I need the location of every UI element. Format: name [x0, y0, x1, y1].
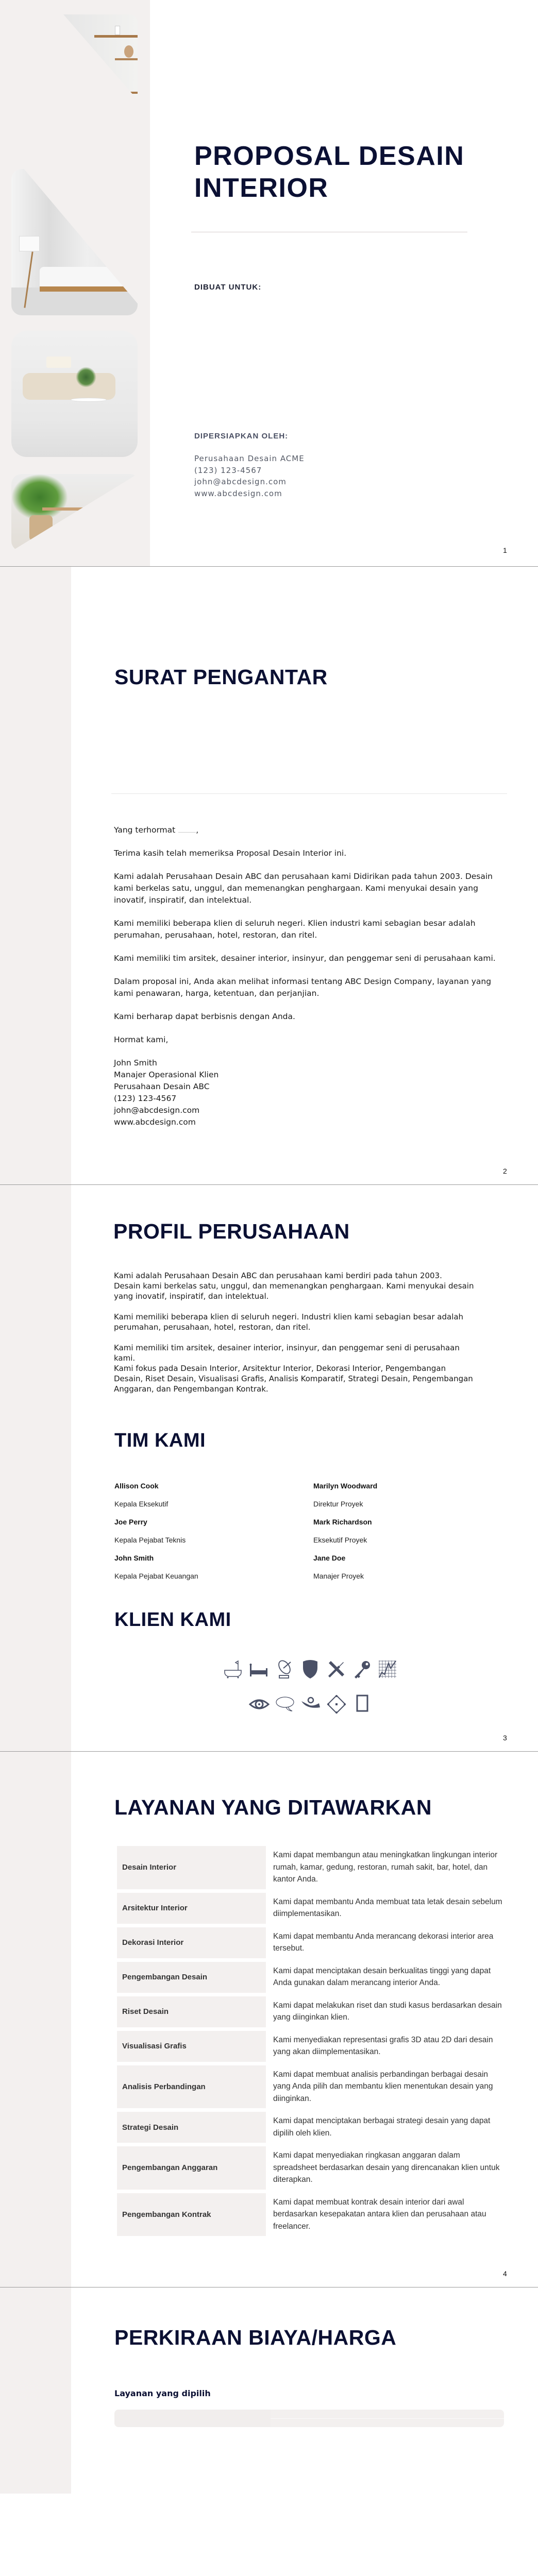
signature-line: Manajer Operasional Klien	[114, 1070, 219, 1079]
signature-line: john@abcdesign.com	[114, 1106, 200, 1115]
ornament-icon	[326, 1694, 347, 1715]
bed-icon	[248, 1659, 269, 1680]
team-member-name: Joe Perry	[114, 1518, 147, 1526]
cover-letter-page	[0, 567, 538, 1185]
profile-paragraph	[114, 1343, 475, 1394]
horn-icon	[300, 1694, 321, 1715]
key-icon	[351, 1659, 372, 1680]
profile-line: Kami adalah Perusahaan Desain ABC dan perusahaan kami berdiri pada tahun 2003.	[114, 1271, 442, 1280]
team-member-name: Marilyn Woodward	[313, 1482, 378, 1490]
recipient-blank	[178, 832, 196, 833]
profile-line: Kami memiliki tim arsitek, desainer interior, insinyur, dan penggemar seni di perusahaan kami.	[114, 1343, 460, 1363]
page-number: 3	[503, 1734, 507, 1742]
team-member-role: Direktur Proyek	[313, 1500, 363, 1508]
signature-line: John Smith	[114, 1058, 157, 1067]
page-title: PROFIL PERUSAHAAN	[113, 1219, 350, 1243]
profile-line: Desain kami berkelas satu, unggul, dan memenangkan penghargaan. Kami menyukai desain yang inovatif, inspiratif, dan intelektual.	[114, 1281, 474, 1301]
team-member-name: Jane Doe	[313, 1554, 346, 1562]
living-room-photo	[11, 331, 138, 457]
service-name: Pengembangan Kontrak	[117, 2193, 266, 2236]
service-description: Kami dapat menyediakan ringkasan anggaran dalam spreadsheet berdasarkan desain yang direncanakan klien untuk diterapkan.	[273, 2151, 500, 2184]
signature-line: (123) 123-4567	[114, 1094, 177, 1103]
cover-contact	[194, 453, 305, 499]
clients-heading: KLIEN KAMI	[114, 1609, 231, 1631]
side-band	[0, 567, 71, 1184]
table-row	[117, 2065, 505, 2109]
service-name: Desain Interior	[117, 1846, 266, 1889]
contact-email: john@abcdesign.com	[194, 477, 287, 486]
table-row	[117, 1893, 505, 1924]
table-row	[117, 2112, 505, 2143]
table-row	[117, 1996, 505, 2027]
team-list	[114, 1481, 403, 1589]
letter-paragraph: Terima kasih telah memeriksa Proposal Desain Interior ini.	[114, 849, 347, 858]
company-profile-page	[0, 1185, 538, 1752]
satellite-dish-icon	[274, 1659, 295, 1680]
profile-body	[114, 1270, 475, 1404]
side-band	[0, 1185, 71, 1751]
service-description: Kami dapat membantu Anda membuat tata letak desain sebelum diimplementasikan.	[273, 1897, 502, 1918]
salutation-text: Yang terhormat	[114, 825, 176, 835]
side-band	[0, 2287, 71, 2494]
table-row	[117, 1846, 505, 1889]
service-name: Dekorasi Interior	[117, 1927, 266, 1958]
service-name: Strategi Desain	[117, 2112, 266, 2143]
letter-paragraph: Kami adalah Perusahaan Desain ABC dan perusahaan kami Didirikan pada tahun 2003. Desain kami berkelas satu, unggul, dan memenangkan penghargaan. Kami menyukai desain yang inovatif, inspiratif, dan intelektual.	[114, 872, 493, 905]
page-title: SURAT PENGANTAR	[114, 665, 328, 689]
service-description: Kami menyediakan representasi grafis 3D atau 2D dari desain yang akan diimplementasikan.	[273, 2035, 493, 2056]
service-name: Pengembangan Anggaran	[117, 2146, 266, 2190]
table-row	[117, 2146, 505, 2190]
signature-line: Perusahaan Desain ABC	[114, 1082, 210, 1091]
speech-bubble-icon	[275, 1694, 295, 1715]
service-description: Kami dapat menciptakan berbagai strategi desain yang dapat dipilih oleh klien.	[273, 2116, 491, 2138]
team-member-name: Allison Cook	[114, 1482, 159, 1490]
service-name: Pengembangan Desain	[117, 1962, 266, 1993]
tools-icon	[326, 1659, 346, 1680]
contact-company: Perusahaan Desain ACME	[194, 454, 305, 463]
services-page	[0, 1752, 538, 2287]
divider	[111, 793, 507, 794]
contact-website: www.abcdesign.com	[194, 488, 282, 498]
table-row	[117, 1962, 505, 1993]
page-title: LAYANAN YANG DITAWARKAN	[114, 1795, 432, 1819]
team-member-role: Kepala Pejabat Teknis	[114, 1536, 186, 1544]
service-name: Riset Desain	[117, 1996, 266, 2027]
service-description: Kami dapat membuat kontrak desain interior dari awal berdasarkan kesepakatan antara klien dan perusahaan atau freelancer.	[273, 2197, 486, 2231]
service-name: Analisis Perbandingan	[117, 2065, 266, 2109]
team-member-role: Manajer Proyek	[313, 1572, 364, 1580]
chart-icon	[377, 1659, 398, 1680]
prepared-by-label: DIPERSIAPKAN OLEH:	[194, 432, 289, 440]
prepared-for-label: DIBUAT UNTUK:	[194, 283, 262, 292]
page-number: 2	[503, 1167, 507, 1175]
contact-phone: (123) 123-4567	[194, 465, 262, 475]
services-table	[117, 1846, 505, 2240]
service-description: Kami dapat membuat analisis perbandingan berbagai desain yang Anda pilih dan membantu klien menentukan desain yang diinginkan.	[273, 2070, 493, 2103]
letter-paragraph: Hormat kami,	[114, 1035, 169, 1044]
letter-body	[114, 824, 498, 1128]
side-band	[0, 1752, 71, 2287]
letter-paragraph: Kami memiliki tim arsitek, desainer interior, insinyur, dan penggemar seni di perusahaan kami.	[114, 954, 496, 963]
salutation-comma: ,	[196, 825, 199, 835]
team-member-role: Kepala Eksekutif	[114, 1500, 169, 1508]
client-logos-row	[223, 1659, 398, 1680]
profile-line: Kami memiliki beberapa klien di seluruh negeri. Industri klien kami sebagian besar adalah perumahan, perusahaan, hotel, restoran, dan ritel.	[114, 1312, 464, 1332]
table-row	[117, 2031, 505, 2062]
cover-title	[194, 140, 464, 204]
service-description: Kami dapat melakukan riset dan studi kasus berdasarkan desain yang diinginkan klien.	[273, 2001, 502, 2022]
letter-salutation	[114, 824, 498, 836]
cover-divider	[191, 231, 467, 233]
page-title: PERKIRAAN BIAYA/HARGA	[114, 2326, 397, 2349]
selected-services-label: Layanan yang dipilih	[114, 2388, 211, 2398]
service-name: Arsitektur Interior	[117, 1893, 266, 1924]
letter-paragraph: Kami memiliki beberapa klien di seluruh negeri. Klien industri kami sebagian besar adalah perumahan, perusahaan, hotel, restoran, dan ritel.	[114, 919, 476, 940]
pricing-table	[114, 2410, 504, 2427]
letter-paragraph: Dalam proposal ini, Anda akan melihat informasi tentang ABC Design Company, layanan yang kami penawaran, harga, ketentuan, dan perjanjian.	[114, 977, 492, 998]
team-member-role: Eksekutif Proyek	[313, 1536, 367, 1544]
team-member-role: Kepala Pejabat Keuangan	[114, 1572, 198, 1580]
cover-title-line2: INTERIOR	[194, 173, 329, 203]
team-heading: TIM KAMI	[114, 1430, 206, 1451]
table-row	[117, 2193, 505, 2236]
cover-page	[0, 0, 538, 567]
service-name: Visualisasi Grafis	[117, 2031, 266, 2062]
eye-icon	[249, 1694, 270, 1715]
signature-line: www.abcdesign.com	[114, 1117, 196, 1127]
shield-icon	[300, 1659, 321, 1680]
page-number: 4	[503, 2269, 507, 2278]
service-description: Kami dapat menciptakan desain berkualitas tinggi yang dapat Anda gunakan dalam merancang interior Anda.	[273, 1966, 491, 1987]
team-member-name: John Smith	[114, 1554, 154, 1562]
table-row	[117, 1927, 505, 1958]
client-logos-row	[249, 1694, 373, 1715]
service-description: Kami dapat membantu Anda merancang dekorasi interior area tersebut.	[273, 1931, 494, 1953]
team-member-name: Mark Richardson	[313, 1518, 372, 1526]
profile-line: Kami fokus pada Desain Interior, Arsitektur Interior, Dekorasi Interior, Pengembangan Desain, Riset Desain, Visualisasi Grafis, Analisis Komparatif, Strategi Desain, Pengembangan Anggaran, dan Pengembangan Kontrak.	[114, 1364, 473, 1394]
profile-paragraph	[114, 1270, 475, 1301]
pricing-table-row-divider	[271, 2418, 504, 2419]
rectangle-icon	[352, 1694, 373, 1715]
letter-paragraph: Kami berharap dapat berbisnis dengan Anda.	[114, 1012, 295, 1021]
page-number: 1	[503, 546, 507, 554]
pricing-table-label-cell	[114, 2410, 271, 2427]
profile-paragraph	[114, 1312, 475, 1332]
service-description: Kami dapat membangun atau meningkatkan lingkungan interior rumah, kamar, gedung, restoran, rumah sakit, bar, hotel, dan kantor Anda.	[273, 1851, 498, 1884]
pricing-page	[0, 2287, 538, 2494]
bathtub-icon	[223, 1659, 243, 1680]
cover-title-line1: PROPOSAL DESAIN	[194, 141, 465, 171]
